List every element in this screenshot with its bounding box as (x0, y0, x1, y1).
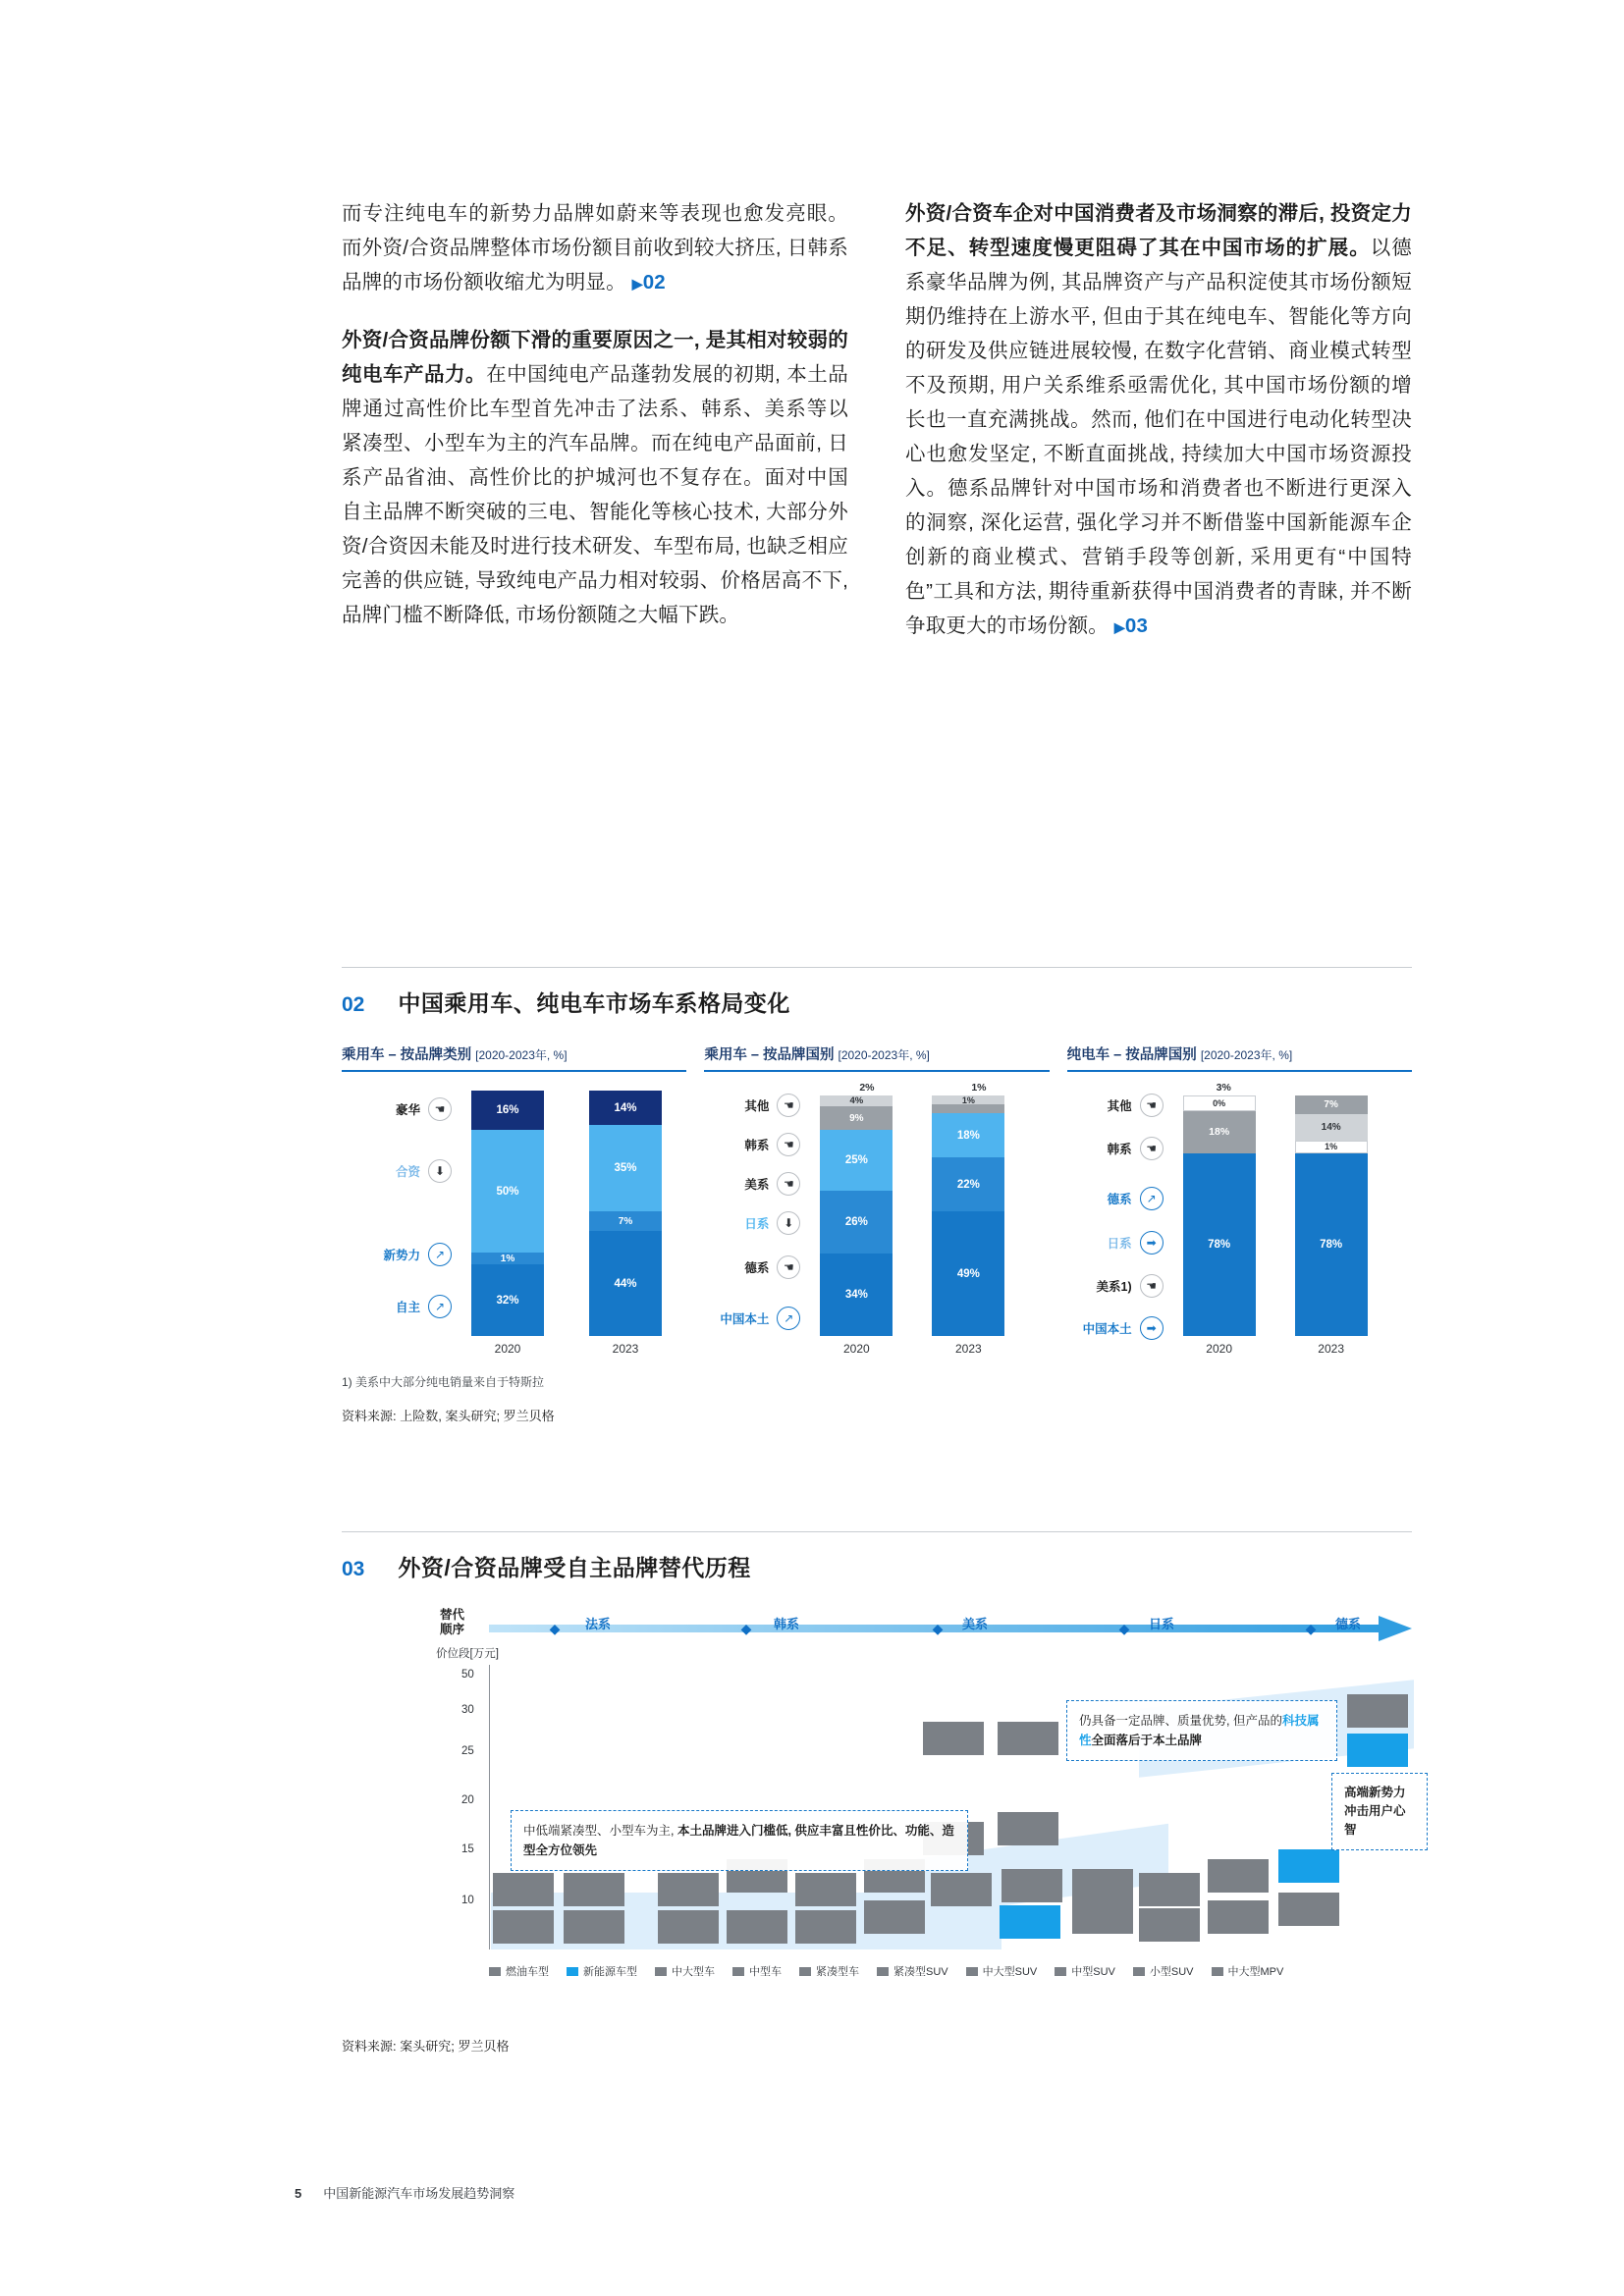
hand-icon: ☚ (428, 1097, 452, 1121)
car-icon (655, 1967, 667, 1976)
legend-label: 新势力 (383, 1249, 420, 1262)
legend-label: 德系 (744, 1261, 770, 1275)
legend-label: 自主 (395, 1301, 420, 1314)
callout-top: 3% (1216, 1082, 1231, 1094)
arrow-up-icon: ↗ (428, 1243, 452, 1266)
segment: 22% (932, 1157, 1004, 1211)
chart-c-title: 纯电车 – 按品牌国别 [2020-2023年, %] (1067, 1043, 1412, 1072)
bar-2023 (1295, 1095, 1368, 1336)
legend-label: 其他 (744, 1099, 770, 1113)
arrow-right-icon: ➡ (1140, 1231, 1164, 1255)
callout-top: 2% (859, 1082, 875, 1094)
arrow-up-icon: ↗ (1140, 1187, 1164, 1210)
paragraph-2: 外资/合资品牌份额下滑的重要原因之一, 是其相对较弱的纯电车产品力。在中国纯电产品蓬勃发展的初期, 本土品牌通过高性价比车型首先冲击了法系、韩系、美系等以紧凑型、小型车为主的汽车品牌。而在纯电产品面前, 日系产品省油、高性价比的护城河也不复存在。面对中国自主品牌不断突破的三电、智能化等核心技术, 大部分外资/合资因未能及时进行技术研发、车型布局, 也缺乏相应完善的供应链, 导致纯电产品力相对较弱、价格居高不下, 品牌门槛不断降低, 市场份额随之大幅下跌。 (342, 329, 848, 626)
chart-c-bars (1169, 1082, 1368, 1336)
note-high: 高端新势力冲击用户心智 (1331, 1773, 1428, 1850)
legend-label: 美系1) (1096, 1280, 1132, 1294)
segment: 26% (820, 1191, 893, 1254)
legend-label: 德系 (1107, 1193, 1132, 1206)
segment: 9% (820, 1106, 893, 1130)
chart-a-bars (458, 1091, 662, 1336)
hand-icon: ☚ (1140, 1274, 1164, 1298)
chart-c-xaxis: 2020 2023 (1206, 1342, 1344, 1356)
hand-icon: ☚ (777, 1172, 800, 1196)
chart-passenger-by-category (342, 1043, 686, 1356)
y-tick: 50 (461, 1669, 474, 1681)
legend-label: 中国本土 (1082, 1322, 1132, 1336)
legend-label: 日系 (1107, 1237, 1132, 1251)
car-icon (966, 1967, 978, 1976)
segment: 4% (820, 1095, 893, 1106)
paragraph-3: 外资/合资车企对中国消费者及市场洞察的滞后, 投资定力不足、转型速度慢更阻碍了其在中国市场的扩展。以德系豪华品牌为例, 其品牌资产与产品积淀使其市场份额短期仍维持在上游水平, 但由于其在纯电车、智能化等方向的研发及供应链进展较慢, 在数字化营销、商业模式转型不及预期, 用户关系维系亟需优化, 其中国市场份额的增长也一直充满挑战。然而, 他们在中国进行电动化转型决心也愈发坚定, 不断直面挑战, 持续加大中国市场资源投入。德系品牌针对中国市场和消费者也不断进行更深入的洞察, 深化运营, 强化学习并不断借鉴中国新能源车企创新的商业模式、营销手段等创新, 采用更有“中国特色”工具和方法, 期待重新获得中国消费者的青睐, 并不断争取更大的市场份额。 ▶03 (905, 202, 1412, 637)
exhibit-03-header (342, 1532, 1412, 1582)
car-icon (1133, 1967, 1145, 1976)
segment: 78% (1183, 1153, 1256, 1336)
segment: 25% (820, 1130, 893, 1191)
legend-label: 豪华 (395, 1103, 420, 1117)
chart-c-legend (1067, 1086, 1169, 1336)
exhibit-03-source: 资料来源: 案头研究; 罗兰贝格 (342, 2039, 510, 2054)
segment: 32% (471, 1264, 544, 1336)
car-icon (799, 1967, 811, 1976)
exhibit-03-diagram (342, 1608, 1412, 2001)
exhibit-02-header (342, 968, 1412, 1018)
chart-b-bars (806, 1082, 1004, 1336)
exhibit-02-number: 02 (342, 993, 365, 1016)
bar-2023 (589, 1091, 662, 1336)
arrow-up-icon: ↗ (428, 1295, 452, 1318)
y-tick: 30 (461, 1704, 474, 1716)
hand-icon: ☚ (1140, 1094, 1164, 1117)
legend-label: 其他 (1107, 1099, 1132, 1113)
chart-a-title: 乘用车 – 按品牌类别 [2020-2023年, %] (342, 1043, 686, 1072)
car-grid (491, 1665, 1414, 1949)
car-icon (1055, 1967, 1066, 1976)
chart-b-xaxis: 2020 2023 (842, 1342, 982, 1356)
chart-c-plot (1067, 1082, 1412, 1336)
chart-b-title: 乘用车 – 按品牌国别 [2020-2023年, %] (704, 1043, 1049, 1072)
legend-label: 合资 (395, 1165, 420, 1179)
family-label: 日系 (1149, 1617, 1175, 1631)
chart-b-plot (704, 1082, 1049, 1336)
segment: 1% (1295, 1141, 1368, 1153)
y-tick: 15 (461, 1843, 474, 1855)
chart-bev-by-origin (1067, 1043, 1412, 1356)
exhibit-02-footnote: 1) 美系中大部分纯电销量来自于特斯拉 (342, 1375, 545, 1389)
exhibit-03-title: 外资/合资品牌受自主品牌替代历程 (398, 1555, 751, 1580)
paragraph-1: 而专注纯电车的新势力品牌如蔚来等表现也愈发亮眼。而外资/合资品牌整体市场份额目前收到较大挤压, 日韩系品牌的市场份额收缩尤为明显。 ▶02 (342, 202, 848, 294)
legend-label: 中国本土 (720, 1312, 770, 1326)
footer-title: 中国新能源汽车市场发展趋势洞察 (323, 2186, 515, 2201)
segment: 49% (932, 1211, 1004, 1336)
arrow-up-icon: ↗ (777, 1307, 800, 1330)
segment: 16% (471, 1091, 544, 1130)
swatch-ice-icon (489, 1967, 501, 1976)
body-columns (342, 196, 1412, 667)
chart-a-legend (342, 1086, 458, 1336)
sequence-label: 替代 顺序 (440, 1608, 465, 1636)
car-icon (877, 1967, 889, 1976)
hand-icon: ☚ (1140, 1137, 1164, 1160)
note-low: 中低端紧凑型、小型车为主, 本土品牌进入门槛低, 供应丰富且性价比、功能、造型全方位领先 (511, 1810, 968, 1871)
car-icon (732, 1967, 744, 1976)
family-label: 美系 (962, 1617, 989, 1631)
segment: 1% (932, 1095, 1004, 1104)
exhibit-02-title: 中国乘用车、纯电车市场车系格局变化 (398, 990, 790, 1016)
right-column (905, 196, 1412, 667)
chart-a-plot (342, 1086, 686, 1336)
segment: 7% (1295, 1095, 1368, 1114)
legend-label: 韩系 (1107, 1143, 1132, 1156)
segment: 44% (589, 1231, 662, 1336)
y-axis (489, 1665, 490, 1949)
bar-2023 (932, 1082, 1004, 1336)
reference-03: ▶03 (1113, 614, 1149, 637)
note-mid: 仍具备一定品牌、质量优势, 但产品的科技属性全面落后于本土品牌 (1066, 1700, 1337, 1761)
bar-2020 (1183, 1082, 1256, 1336)
arrow-right-icon: ➡ (1140, 1316, 1164, 1340)
segment: 7% (589, 1211, 662, 1231)
family-label: 韩系 (774, 1617, 800, 1631)
arrow-down-icon: ⬇ (777, 1211, 800, 1235)
bar-2020 (471, 1091, 544, 1336)
y-axis-label: 价位段[万元] (436, 1648, 499, 1660)
bar-2020 (820, 1082, 893, 1336)
segment (932, 1104, 1004, 1113)
hand-icon: ☚ (777, 1133, 800, 1156)
y-tick: 20 (461, 1794, 474, 1806)
page-footer (295, 2183, 514, 2202)
legend-label: 美系 (744, 1178, 770, 1192)
reference-02: ▶02 (631, 271, 666, 294)
y-tick: 25 (461, 1745, 474, 1757)
family-label: 德系 (1335, 1617, 1362, 1631)
segment: 0% (1183, 1095, 1256, 1111)
arrow-down-icon: ⬇ (428, 1159, 452, 1183)
exhibit-03-number: 03 (342, 1558, 365, 1580)
segment: 18% (1183, 1111, 1256, 1153)
family-label: 法系 (585, 1617, 612, 1631)
segment: 14% (589, 1091, 662, 1125)
exhibit-02-charts (342, 1043, 1412, 1356)
segment: 35% (589, 1125, 662, 1211)
segment: 78% (1295, 1153, 1368, 1336)
hand-icon: ☚ (777, 1255, 800, 1279)
hand-icon: ☚ (777, 1094, 800, 1117)
left-column (342, 196, 848, 667)
exhibit-02-source: 资料来源: 上险数, 案头研究; 罗兰贝格 (342, 1409, 555, 1423)
segment: 18% (932, 1113, 1004, 1157)
y-tick: 10 (461, 1895, 474, 1906)
arrow-head-icon (1379, 1616, 1412, 1641)
exhibit-03-legend: 燃油车型 新能源车型 中大型车 中型车 紧凑型车 紧凑型SUV 中大型SUV 中型SUV 小型SUV 中大型MPV (489, 1963, 1412, 1979)
page-number: 5 (295, 2186, 302, 2201)
segment: 34% (820, 1254, 893, 1336)
chart-passenger-by-origin (704, 1043, 1049, 1356)
car-icon (1212, 1967, 1223, 1976)
chart-a-xaxis: 2020 2023 (494, 1342, 639, 1356)
chart-b-legend (704, 1086, 806, 1336)
exhibit-03 (342, 1531, 1412, 2055)
segment: 14% (1295, 1114, 1368, 1141)
swatch-nev-icon (567, 1967, 578, 1976)
legend-label: 日系 (744, 1217, 770, 1231)
legend-label: 韩系 (744, 1139, 770, 1152)
segment: 50% (471, 1130, 544, 1253)
segment: 1% (471, 1253, 544, 1264)
callout-top: 1% (971, 1082, 987, 1094)
exhibit-02 (342, 967, 1412, 1424)
substitution-arrow: ◆ ◆ ◆ ◆ ◆ 法系 韩系 美系 日系 德系 (489, 1616, 1412, 1641)
